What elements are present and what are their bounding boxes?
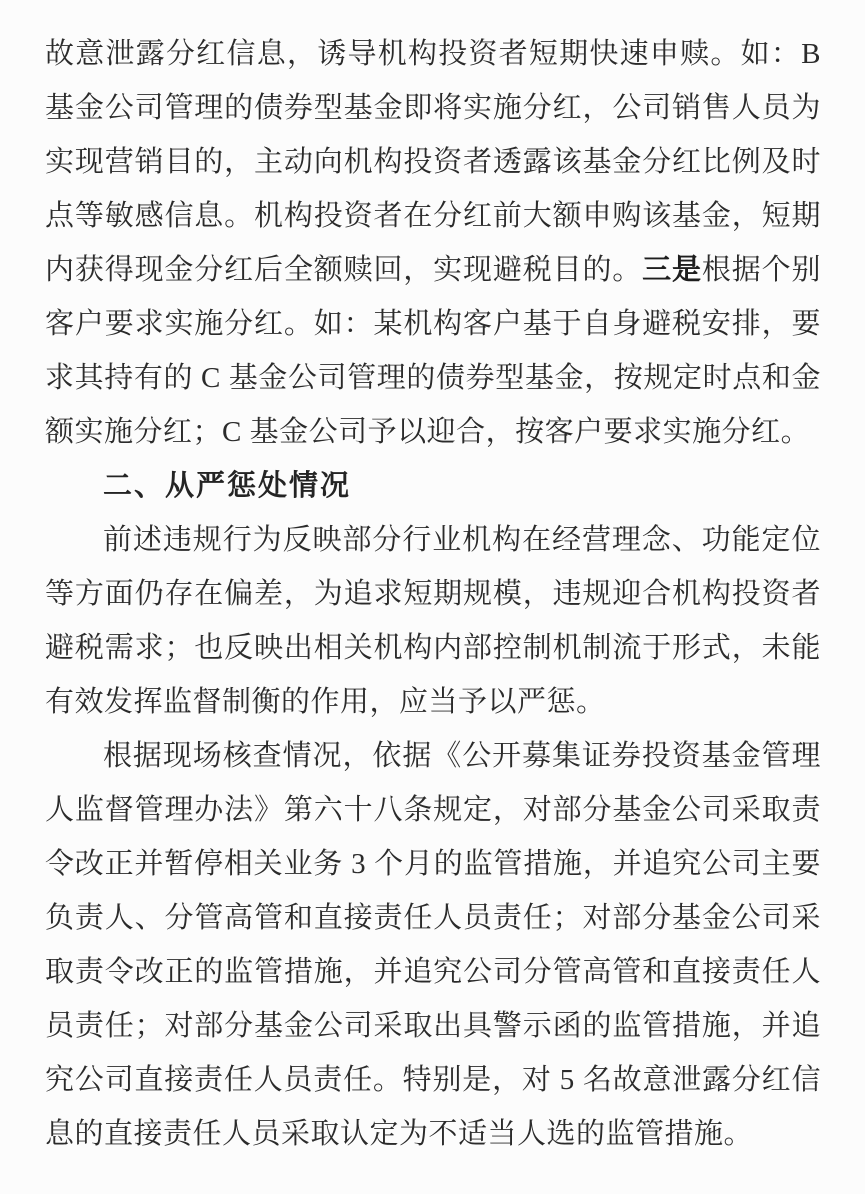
text-segment: 内获得现金分红后全额赎回，实现避税目的。 <box>45 254 643 286</box>
text-line-paragraph-end: 额实施分红；C 基金公司予以迎合，按客户要求实施分红。 <box>45 416 811 448</box>
text-line: 人监督管理办法》第六十八条规定，对部分基金公司采取责 <box>45 794 821 826</box>
text-line: 客户要求实施分红。如：某机构客户基于自身避税安排，要 <box>45 308 821 340</box>
text-line-paragraph-end: 息的直接责任人员采取认定为不适当人选的监管措施。 <box>45 1118 754 1150</box>
text-segment: 根据个别 <box>701 254 821 286</box>
text-line-with-emphasis <box>45 243 821 297</box>
text-line: 故意泄露分红信息，诱导机构投资者短期快速申赎。如：B <box>45 38 821 70</box>
text-line: 负责人、分管高管和直接责任人员责任；对部分基金公司采 <box>45 902 821 934</box>
text-line: 求其持有的 C 基金公司管理的债券型基金，按规定时点和金 <box>45 362 821 394</box>
text-line-paragraph-end: 有效发挥监督制衡的作用，应当予以严惩。 <box>45 686 606 718</box>
text-line: 实现营销目的，主动向机构投资者透露该基金分红比例及时 <box>45 146 821 178</box>
text-line: 避税需求；也反映出相关机构内部控制机制流于形式，未能 <box>45 632 821 664</box>
text-line: 令改正并暂停相关业务 3 个月的监管措施，并追究公司主要 <box>45 848 821 880</box>
text-line-paragraph-start: 前述违规行为反映部分行业机构在经营理念、功能定位 <box>103 524 821 556</box>
text-line: 基金公司管理的债券型基金即将实施分红，公司销售人员为 <box>45 92 821 124</box>
text-line: 等方面仍存在偏差，为追求短期规模，违规迎合机构投资者 <box>45 578 821 610</box>
text-line: 究公司直接责任人员责任。特别是，对 5 名故意泄露分红信 <box>45 1064 821 1096</box>
text-line-paragraph-start: 根据现场核查情况，依据《公开募集证券投资基金管理 <box>103 740 821 772</box>
section-heading: 二、从严惩处情况 <box>103 470 352 502</box>
document-text-block <box>45 27 821 1161</box>
text-line: 点等敏感信息。机构投资者在分红前大额申购该基金，短期 <box>45 200 821 232</box>
bold-emphasis-sanshi: 三是 <box>642 254 702 286</box>
text-line: 取责令改正的监管措施，并追究公司分管高管和直接责任人 <box>45 956 821 988</box>
text-line: 员责任；对部分基金公司采取出具警示函的监管措施，并追 <box>45 1010 821 1042</box>
